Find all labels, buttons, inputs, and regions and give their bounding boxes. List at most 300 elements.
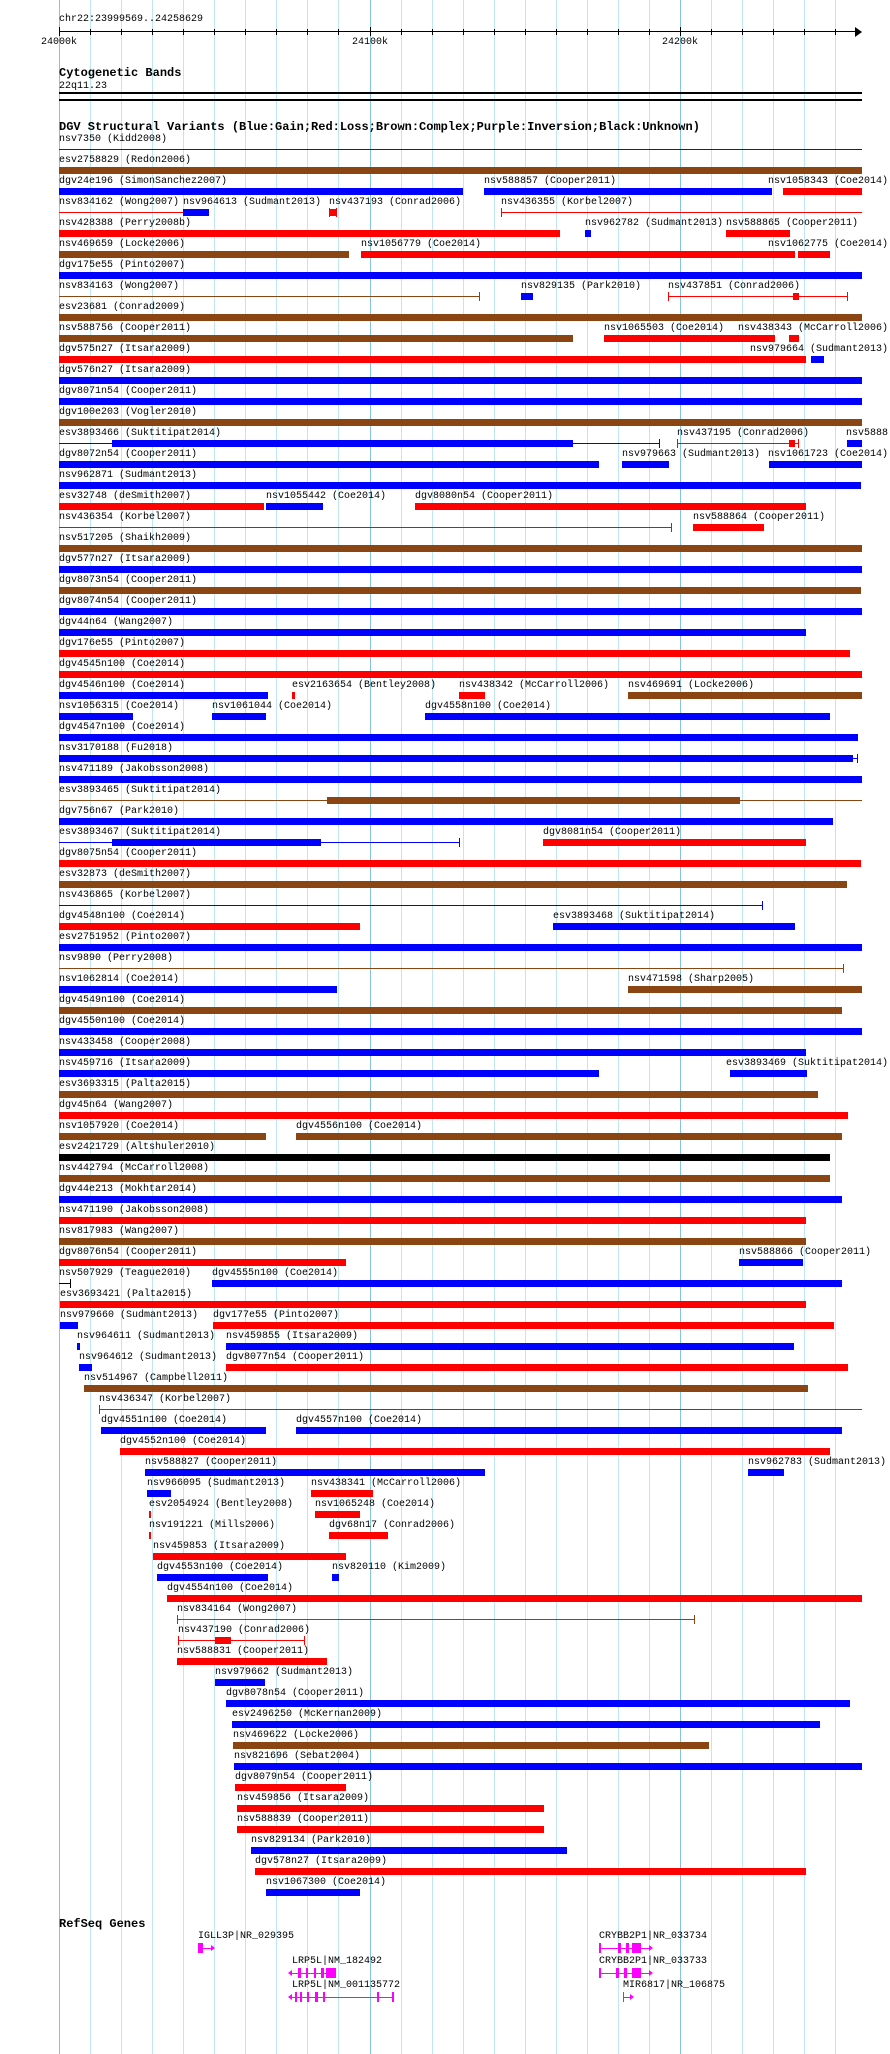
ruler-tick [370,27,371,36]
variant-feature[interactable] [237,1804,543,1813]
variant-block [315,1511,360,1518]
variant-feature[interactable] [296,1426,842,1435]
variant-feature[interactable] [59,964,844,973]
variant-block [59,314,862,321]
variant-feature[interactable] [59,292,480,301]
variant-block [84,1385,808,1392]
gene-model[interactable] [194,1943,215,1953]
variant-feature[interactable] [59,943,862,952]
variant-feature[interactable] [255,1867,806,1876]
variant-feature[interactable] [59,670,862,679]
variant-label: nsv1065503 (Coe2014) [604,323,725,334]
variant-block [233,1742,709,1749]
end-tick [847,292,848,301]
variant-block [798,251,830,258]
variant-label: nsv588866 (Cooper2011) [739,1247,872,1258]
end-tick [659,439,660,448]
variant-label: esv3693421 (Palta2015) [60,1289,193,1300]
gene-label: CRYBB2P1|NR_033733 [599,1955,708,1967]
variant-feature[interactable] [59,565,862,574]
variant-span-line [59,968,844,969]
variant-block [59,986,337,993]
variant-block [296,1133,842,1140]
gene-exon [198,1943,203,1953]
variant-block [425,713,830,720]
variant-block [215,1637,231,1644]
variant-label: esv2496250 (McKernan2009) [232,1709,383,1720]
variant-feature[interactable] [59,523,672,532]
variant-feature[interactable] [145,1468,485,1477]
variant-feature[interactable] [177,1615,695,1624]
variant-label: nsv834164 (Wong2007) [177,1604,298,1615]
variant-label: nsv588865 (Cooper2011) [726,218,859,229]
variant-label: nsv1055442 (Coe2014) [266,491,387,502]
variant-block [59,1238,806,1245]
variant-span-line [59,212,183,213]
variant-feature[interactable] [183,208,209,217]
variant-block [59,671,862,678]
variant-span-line [668,296,848,297]
variant-block [361,251,795,258]
variant-feature[interactable] [459,691,484,700]
variant-feature[interactable] [59,313,862,322]
variant-block [255,1868,806,1875]
variant-block [604,335,775,342]
gene-exon [314,1968,316,1978]
variant-feature[interactable] [59,481,861,490]
variant-feature[interactable] [59,1258,346,1267]
cytoband-bar[interactable] [59,92,862,94]
variant-label: dgv4555n100 (Coe2014) [212,1268,339,1279]
variant-label: nsv5888 [846,428,889,439]
variant-label: dgv4548n100 (Coe2014) [59,911,186,922]
ruler-tick [121,29,122,35]
variant-feature[interactable] [59,502,264,511]
variant-feature[interactable] [149,1531,151,1540]
variant-label: nsv469659 (Locke2006) [59,239,186,250]
variant-feature[interactable] [59,418,862,427]
variant-feature[interactable] [311,1489,373,1498]
variant-block [59,734,858,741]
variant-label: dgv578n27 (Itsara2009) [255,1856,388,1867]
variant-feature[interactable] [628,691,862,700]
variant-feature[interactable] [59,250,349,259]
ruler-axis [59,31,861,32]
refseq-track-title: RefSeq Genes [59,1917,146,1931]
ruler-tick [183,29,184,35]
variant-label: esv2421729 (Altshuler2010) [59,1142,216,1153]
variant-feature[interactable] [60,1321,77,1330]
variant-block [59,419,862,426]
variant-block [59,377,862,384]
variant-feature[interactable] [59,229,560,238]
variant-block [213,1322,834,1329]
variant-block [693,524,764,531]
variant-label: nsv3170188 (Fu2018) [59,743,174,754]
variant-feature[interactable] [59,985,337,994]
gene-exon [306,1968,308,1978]
variant-label: nsv821696 (Sebat2004) [234,1751,361,1762]
gene-exon [624,1968,627,1978]
variant-label: esv32873 (deSmith2007) [59,869,192,880]
variant-label: dgv577n27 (Itsara2009) [59,554,192,565]
variant-block [59,776,862,783]
ruler-tick [835,29,836,35]
variant-feature[interactable] [622,460,669,469]
variant-label: nsv437851 (Conrad2006) [668,281,801,292]
variant-feature[interactable] [147,1489,171,1498]
variant-block [459,692,484,699]
variant-feature[interactable] [59,1174,830,1183]
variant-feature[interactable] [329,208,337,217]
end-tick [70,1279,71,1288]
variant-feature[interactable] [59,586,861,595]
variant-feature[interactable] [120,1447,830,1456]
variant-label: nsv1061723 (Coe2014) [768,449,889,460]
variant-feature[interactable] [315,1510,360,1519]
variant-span-line [178,1640,305,1641]
variant-feature[interactable] [59,712,133,721]
variant-feature[interactable] [212,712,266,721]
gene-model[interactable] [288,1992,398,2002]
variant-label: nsv979663 (Sudmant2013) [622,449,761,460]
gene-label: LRP5L|NM_182492 [292,1955,383,1967]
variant-label: nsv459853 (Itsara2009) [153,1541,286,1552]
gene-exon [326,1968,336,1978]
variant-feature[interactable] [79,1363,92,1372]
variant-block [59,230,560,237]
end-tick [177,1615,178,1624]
variant-feature[interactable] [59,754,858,763]
variant-feature[interactable] [226,1363,848,1372]
variant-feature[interactable] [59,880,847,889]
variant-feature[interactable] [215,1678,265,1687]
end-tick [459,838,460,847]
variant-label: dgv8080n54 (Cooper2011) [415,491,554,502]
variant-label: dgv4557n100 (Coe2014) [296,1415,423,1426]
variant-feature[interactable] [232,1720,820,1729]
variant-feature[interactable] [251,1846,567,1855]
variant-feature[interactable] [329,1531,388,1540]
variant-feature[interactable] [521,292,533,301]
variant-label: nsv588839 (Cooper2011) [237,1814,370,1825]
variant-feature[interactable] [783,187,862,196]
gene-model[interactable] [619,1992,635,2002]
end-tick [336,208,337,217]
variant-feature[interactable] [59,1006,842,1015]
variant-feature[interactable] [233,1741,709,1750]
variant-label: nsv1058343 (Coe2014) [768,176,889,187]
variant-feature[interactable] [153,1552,346,1561]
variant-label: nsv437195 (Conrad2006) [677,428,810,439]
gene-exon [618,1943,621,1953]
strand-arrow-right-icon [630,1994,634,2000]
variant-feature[interactable] [789,334,799,343]
variant-feature[interactable] [59,397,862,406]
cytoband-track-title: Cytogenetic Bands [59,66,182,80]
variant-label: nsv428388 (Perry2008b) [59,218,192,229]
variant-feature[interactable] [101,1426,266,1435]
variant-label: nsv471190 (Jakobsson2008) [59,1205,210,1216]
variant-block [783,188,862,195]
variant-feature[interactable] [628,985,862,994]
variant-feature[interactable] [361,250,795,259]
variant-feature[interactable] [59,1090,818,1099]
ruler-tick [618,29,619,35]
variant-feature[interactable] [296,1132,842,1141]
variant-feature[interactable] [59,1237,806,1246]
variant-block [628,986,862,993]
variant-feature[interactable] [543,838,806,847]
end-tick [304,1636,305,1645]
variant-label: dgv45n64 (Wang2007) [59,1100,174,1111]
variant-label: dgv4545n100 (Coe2014) [59,659,186,670]
variant-label: nsv436354 (Korbel2007) [59,512,192,523]
ruler-tick [214,29,215,35]
variant-block [112,839,322,846]
variant-label: dgv8072n54 (Cooper2011) [59,449,198,460]
gene-model[interactable] [595,1968,653,1978]
variant-feature[interactable] [59,187,463,196]
variant-block [77,1343,80,1350]
variant-label: nsv964612 (Sudmant2013) [79,1352,218,1363]
variant-label: nsv834163 (Wong2007) [59,281,180,292]
variant-label: nsv588827 (Cooper2011) [145,1457,278,1468]
gene-exon [300,1992,302,2002]
variant-label: dgv4547n100 (Coe2014) [59,722,186,733]
variant-feature[interactable] [177,1657,327,1666]
dgv-track-title: DGV Structural Variants (Blue:Gain;Red:Loss;Brown:Complex;Purple:Inversion;Black:Unknown) [59,120,700,134]
variant-block [251,1847,567,1854]
variant-block [59,1091,818,1098]
variant-feature[interactable] [59,1048,806,1057]
variant-span-line [59,149,862,150]
variant-label: nsv436865 (Korbel2007) [59,890,192,901]
variant-feature[interactable] [425,712,830,721]
variant-label: dgv4554n100 (Coe2014) [167,1583,294,1594]
variant-feature[interactable] [798,250,830,259]
variant-label: dgv44n64 (Wang2007) [59,617,174,628]
variant-block [59,1049,806,1056]
variant-feature[interactable] [332,1573,339,1582]
gene-exon [632,1968,641,1978]
variant-feature[interactable] [59,817,833,826]
ruler-tick [401,29,402,35]
ruler-tick [152,29,153,35]
variant-label: nsv1062775 (Coe2014) [768,239,889,250]
end-tick [762,901,763,910]
variant-block [730,1070,807,1077]
variant-feature[interactable] [59,376,862,385]
variant-feature[interactable] [739,1258,803,1267]
variant-label: dgv8075n54 (Cooper2011) [59,848,198,859]
variant-feature[interactable] [847,439,862,448]
variant-feature[interactable] [59,859,861,868]
variant-block [59,1259,346,1266]
variant-feature[interactable] [59,691,268,700]
variant-feature[interactable] [59,1195,842,1204]
variant-block [59,1175,830,1182]
variant-block [311,1490,373,1497]
variant-label: dgv175e55 (Pinto2007) [59,260,186,271]
variant-feature[interactable] [59,796,862,805]
variant-label: esv23681 (Conrad2009) [59,302,186,313]
variant-feature[interactable] [59,460,599,469]
gene-label: LRP5L|NM_001135772 [292,1980,401,1991]
variant-feature[interactable] [59,607,862,616]
variant-label: nsv588857 (Cooper2011) [484,176,617,187]
variant-feature[interactable] [59,208,183,217]
end-tick [178,1636,179,1645]
gene-label: IGLL3P|NR_029395 [198,1931,295,1942]
variant-label: nsv588831 (Cooper2011) [177,1646,310,1657]
variant-feature[interactable] [59,838,460,847]
variant-block [329,1532,388,1539]
variant-label: nsv469622 (Locke2006) [233,1730,360,1741]
variant-label: nsv436347 (Korbel2007) [99,1394,232,1405]
variant-feature[interactable] [59,733,858,742]
variant-feature[interactable] [59,922,360,931]
variant-feature[interactable] [157,1573,268,1582]
variant-feature[interactable] [59,334,573,343]
variant-feature[interactable] [59,628,806,637]
variant-label: nsv469691 (Locke2006) [628,680,755,691]
variant-feature[interactable] [501,208,862,217]
ruler-tick [276,29,277,35]
variant-feature[interactable] [59,1027,862,1036]
variant-feature[interactable] [730,1069,807,1078]
variant-feature[interactable] [585,229,591,238]
variant-feature[interactable] [59,1279,71,1288]
ruler-tick [742,29,743,35]
variant-label: nsv1065248 (Coe2014) [315,1499,436,1510]
variant-feature[interactable] [59,544,862,553]
end-tick [501,208,502,217]
variant-block [153,1553,346,1560]
variant-span-line [59,527,672,528]
variant-feature[interactable] [234,1762,862,1771]
variant-block [235,1784,346,1791]
variant-block [739,1259,803,1266]
variant-feature[interactable] [266,502,323,511]
variant-feature[interactable] [59,145,862,154]
variant-block [622,461,669,468]
variant-label: dgv177e55 (Pinto2007) [213,1310,340,1321]
variant-block [327,797,740,804]
variant-feature[interactable] [59,1216,806,1225]
variant-feature[interactable] [604,334,775,343]
variant-label: nsv588756 (Cooper2011) [59,323,192,334]
variant-label: nsv517205 (Shaikh2009) [59,533,192,544]
variant-block [149,1511,151,1518]
variant-feature[interactable] [811,355,824,364]
variant-block [59,1112,848,1119]
variant-feature[interactable] [226,1699,850,1708]
variant-block [237,1805,543,1812]
strand-arrow-right-icon [649,1970,653,1976]
variant-label: dgv8073n54 (Cooper2011) [59,575,198,586]
variant-feature[interactable] [59,775,862,784]
variant-feature[interactable] [226,1342,794,1351]
variant-feature[interactable] [484,187,772,196]
variant-label: esv3893467 (Suktitipat2014) [59,827,222,838]
variant-feature[interactable] [84,1384,808,1393]
variant-feature[interactable] [59,1111,848,1120]
variant-block [59,1070,599,1077]
cytoband-divider [59,99,862,101]
variant-feature[interactable] [292,691,295,700]
variant-block [212,713,266,720]
gene-model[interactable] [288,1968,340,1978]
variant-feature[interactable] [769,460,862,469]
variant-block [292,692,295,699]
variant-feature[interactable] [235,1783,346,1792]
variant-feature[interactable] [77,1342,80,1351]
variant-feature[interactable] [415,502,806,511]
variant-block [59,503,264,510]
variant-feature[interactable] [553,922,796,931]
variant-block [167,1595,862,1602]
variant-feature[interactable] [59,355,806,364]
variant-feature[interactable] [59,649,850,658]
variant-feature[interactable] [266,1888,360,1897]
variant-feature[interactable] [59,1132,266,1141]
variant-feature[interactable] [693,523,764,532]
variant-feature[interactable] [59,271,862,280]
variant-label: esv2751952 (Pinto2007) [59,932,192,943]
gene-exon [599,1943,601,1953]
variant-feature[interactable] [213,1321,834,1330]
variant-feature[interactable] [668,292,848,301]
ruler-tick [587,29,588,35]
variant-label: dgv575n27 (Itsara2009) [59,344,192,355]
end-tick [857,754,858,763]
variant-feature[interactable] [60,1300,806,1309]
variant-block [59,272,862,279]
variant-feature[interactable] [677,439,800,448]
variant-block [59,398,862,405]
variant-feature[interactable] [149,1510,151,1519]
variant-feature[interactable] [726,229,790,238]
variant-block [811,356,824,363]
variant-feature[interactable] [59,439,660,448]
variant-block [59,482,861,489]
variant-span-line [177,1619,695,1620]
variant-label: nsv1062814 (Coe2014) [59,974,180,985]
variant-feature[interactable] [212,1279,841,1288]
variant-feature[interactable] [178,1636,305,1645]
variant-feature[interactable] [99,1405,862,1414]
variant-feature[interactable] [748,1468,784,1477]
variant-block [59,629,806,636]
variant-feature[interactable] [59,166,862,175]
variant-block [60,1301,806,1308]
gene-label: CRYBB2P1|NR_033734 [599,1931,708,1942]
variant-feature[interactable] [59,1069,599,1078]
variant-feature[interactable] [59,901,763,910]
variant-block [748,1469,784,1476]
variant-label: nsv507929 (Teague2010) [59,1268,192,1279]
variant-feature[interactable] [237,1825,543,1834]
gene-intron-line [599,1948,649,1949]
variant-feature[interactable] [59,1153,830,1162]
variant-label: dgv4552n100 (Coe2014) [120,1436,247,1447]
variant-label: nsv459855 (Itsara2009) [226,1331,359,1342]
variant-feature[interactable] [167,1594,862,1603]
variant-block [59,356,806,363]
gene-model[interactable] [595,1943,653,1953]
variant-label: dgv756n67 (Park2010) [59,806,180,817]
